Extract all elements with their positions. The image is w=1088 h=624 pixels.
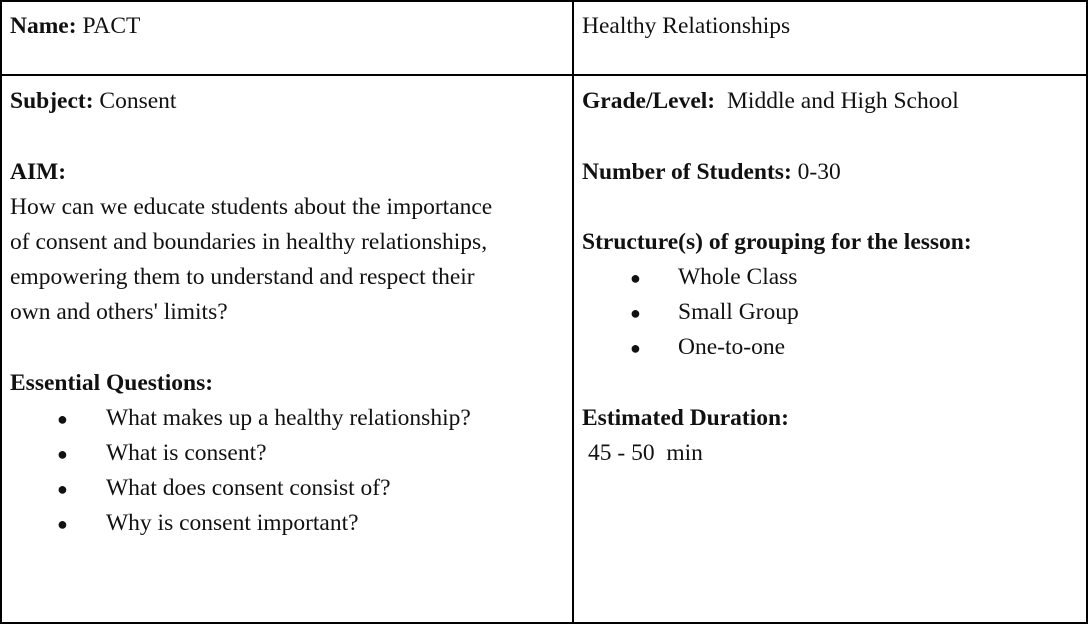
duration-value: 45 - 50 min — [588, 440, 703, 466]
students-field — [582, 155, 841, 190]
unit-title: Healthy Relationships — [582, 13, 791, 39]
aim-line: How can we educate students about the importance — [10, 194, 493, 220]
grouping-label: Structure(s) of grouping for the lesson: — [582, 229, 972, 255]
subject-field — [10, 84, 176, 119]
name-field — [10, 9, 140, 44]
grade-label: Grade/Level: — [582, 88, 716, 114]
name-value: PACT — [82, 13, 141, 39]
question-item: What does consent consist of? — [106, 475, 391, 501]
aim-line: empowering them to understand and respect their — [10, 264, 475, 290]
grouping-item: Small Group — [678, 299, 799, 325]
grade-field — [582, 84, 959, 119]
duration-label: Estimated Duration: — [582, 405, 789, 431]
students-label: Number of Students: — [582, 159, 792, 185]
bullet-icon: ● — [57, 409, 68, 429]
subject-label: Subject: — [10, 88, 94, 114]
name-label: Name: — [10, 13, 77, 39]
bullet-icon: ● — [57, 479, 68, 499]
grouping-item: Whole Class — [678, 264, 798, 290]
grouping-item: One-to-one — [678, 334, 786, 360]
subject-value: Consent — [99, 88, 177, 114]
bullet-icon: ● — [630, 303, 641, 323]
bullet-icon: ● — [630, 268, 641, 288]
bullet-icon: ● — [57, 514, 68, 534]
bullet-icon: ● — [57, 444, 68, 464]
bullet-icon: ● — [630, 338, 641, 358]
subject-cell — [0, 74, 574, 624]
aim-label: AIM: — [10, 159, 67, 185]
essential-questions-label: Essential Questions: — [10, 370, 214, 396]
students-value: 0-30 — [797, 159, 841, 185]
aim-line: own and others' limits? — [10, 299, 228, 325]
question-item: What is consent? — [106, 440, 267, 466]
grade-value: Middle and High School — [727, 88, 959, 114]
question-item: Why is consent important? — [106, 510, 359, 536]
question-item: What makes up a healthy relationship? — [106, 405, 471, 431]
aim-line: of consent and boundaries in healthy relationships, — [10, 229, 488, 255]
